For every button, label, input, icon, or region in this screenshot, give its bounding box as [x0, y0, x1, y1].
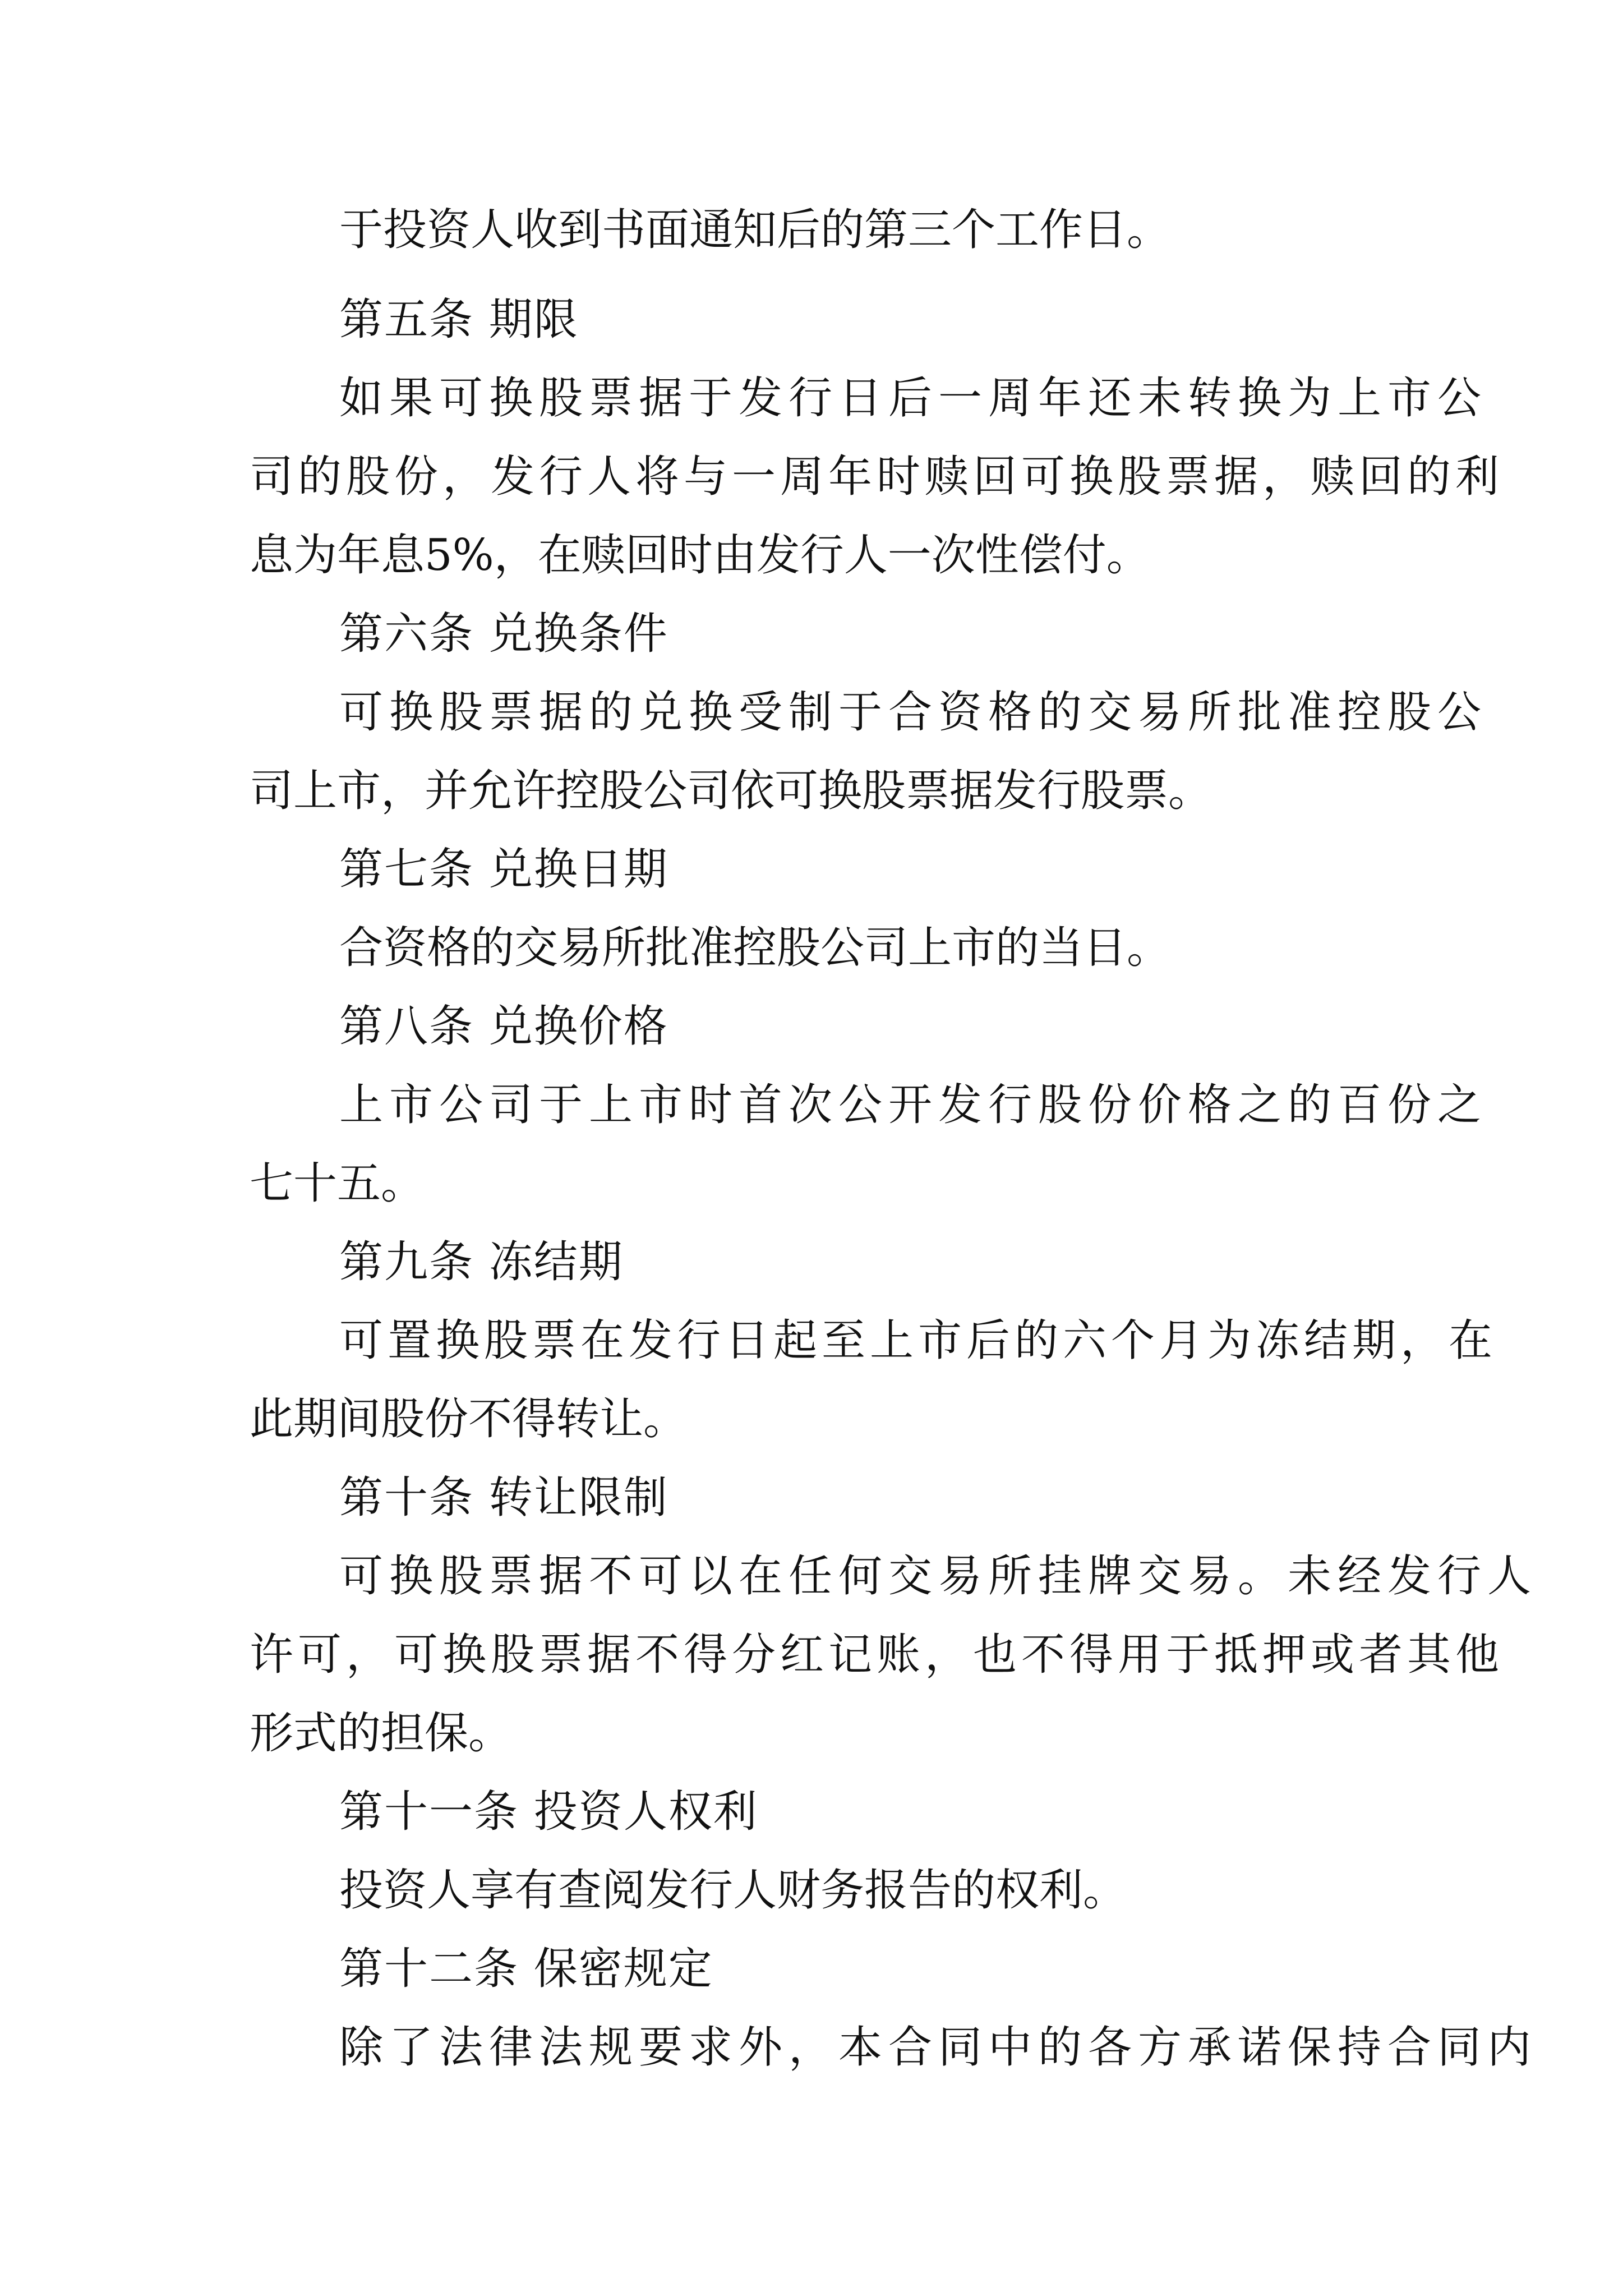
paragraph-line: 可置换股票在发行日起至上市后的六个月为冻结期，在 — [339, 1315, 1497, 1366]
paragraph-line: 可换股票据不可以在任何交易所挂牌交易。未经发行人 — [339, 1551, 1538, 1602]
paragraph-line: 形式的担保。 — [250, 1708, 513, 1759]
paragraph-line: 合资格的交易所批准控股公司上市的当日。 — [339, 923, 1171, 973]
paragraph-line: 上市公司于上市时首次公开发行股份价格之的百份之 — [339, 1080, 1488, 1130]
paragraph-line: 许可，可换股票据不得分红记账，也不得用于抵押或者其他 — [250, 1630, 1504, 1680]
paragraph-line: 除了法律法规要求外，本合同中的各方承诺保持合同内 — [339, 2022, 1538, 2073]
paragraph-line: 息为年息5%，在赎回时由发行人一次性偿付。 — [250, 530, 1150, 581]
article-12-heading: 第十二条 保密规定 — [339, 1944, 713, 1994]
article-6-heading: 第六条 兑换条件 — [339, 609, 668, 659]
paragraph-line: 司的股份，发行人将与一周年时赎回可换股票据，赎回的利 — [250, 452, 1504, 502]
article-5-heading: 第五条 期限 — [339, 295, 579, 345]
paragraph-line: 司上市，并允许控股公司依可换股票据发行股票。 — [250, 766, 1212, 816]
article-9-heading: 第九条 冻结期 — [339, 1237, 624, 1287]
paragraph-line: 如果可换股票据于发行日后一周年还未转换为上市公 — [339, 373, 1488, 424]
paragraph-line: 投资人享有查阅发行人财务报告的权利。 — [339, 1865, 1127, 1916]
article-11-heading: 第十一条 投资人权利 — [339, 1787, 758, 1837]
paragraph-line: 于投资人收到书面通知后的第三个工作日。 — [339, 205, 1171, 255]
paragraph-line: 此期间股份不得转让。 — [250, 1394, 688, 1444]
article-7-heading: 第七条 兑换日期 — [339, 844, 668, 895]
paragraph-line: 七十五。 — [250, 1158, 425, 1209]
paragraph-line: 可换股票据的兑换受制于合资格的交易所批准控股公 — [339, 687, 1488, 738]
article-8-heading: 第八条 兑换价格 — [339, 1001, 668, 1052]
article-10-heading: 第十条 转让限制 — [339, 1473, 668, 1523]
